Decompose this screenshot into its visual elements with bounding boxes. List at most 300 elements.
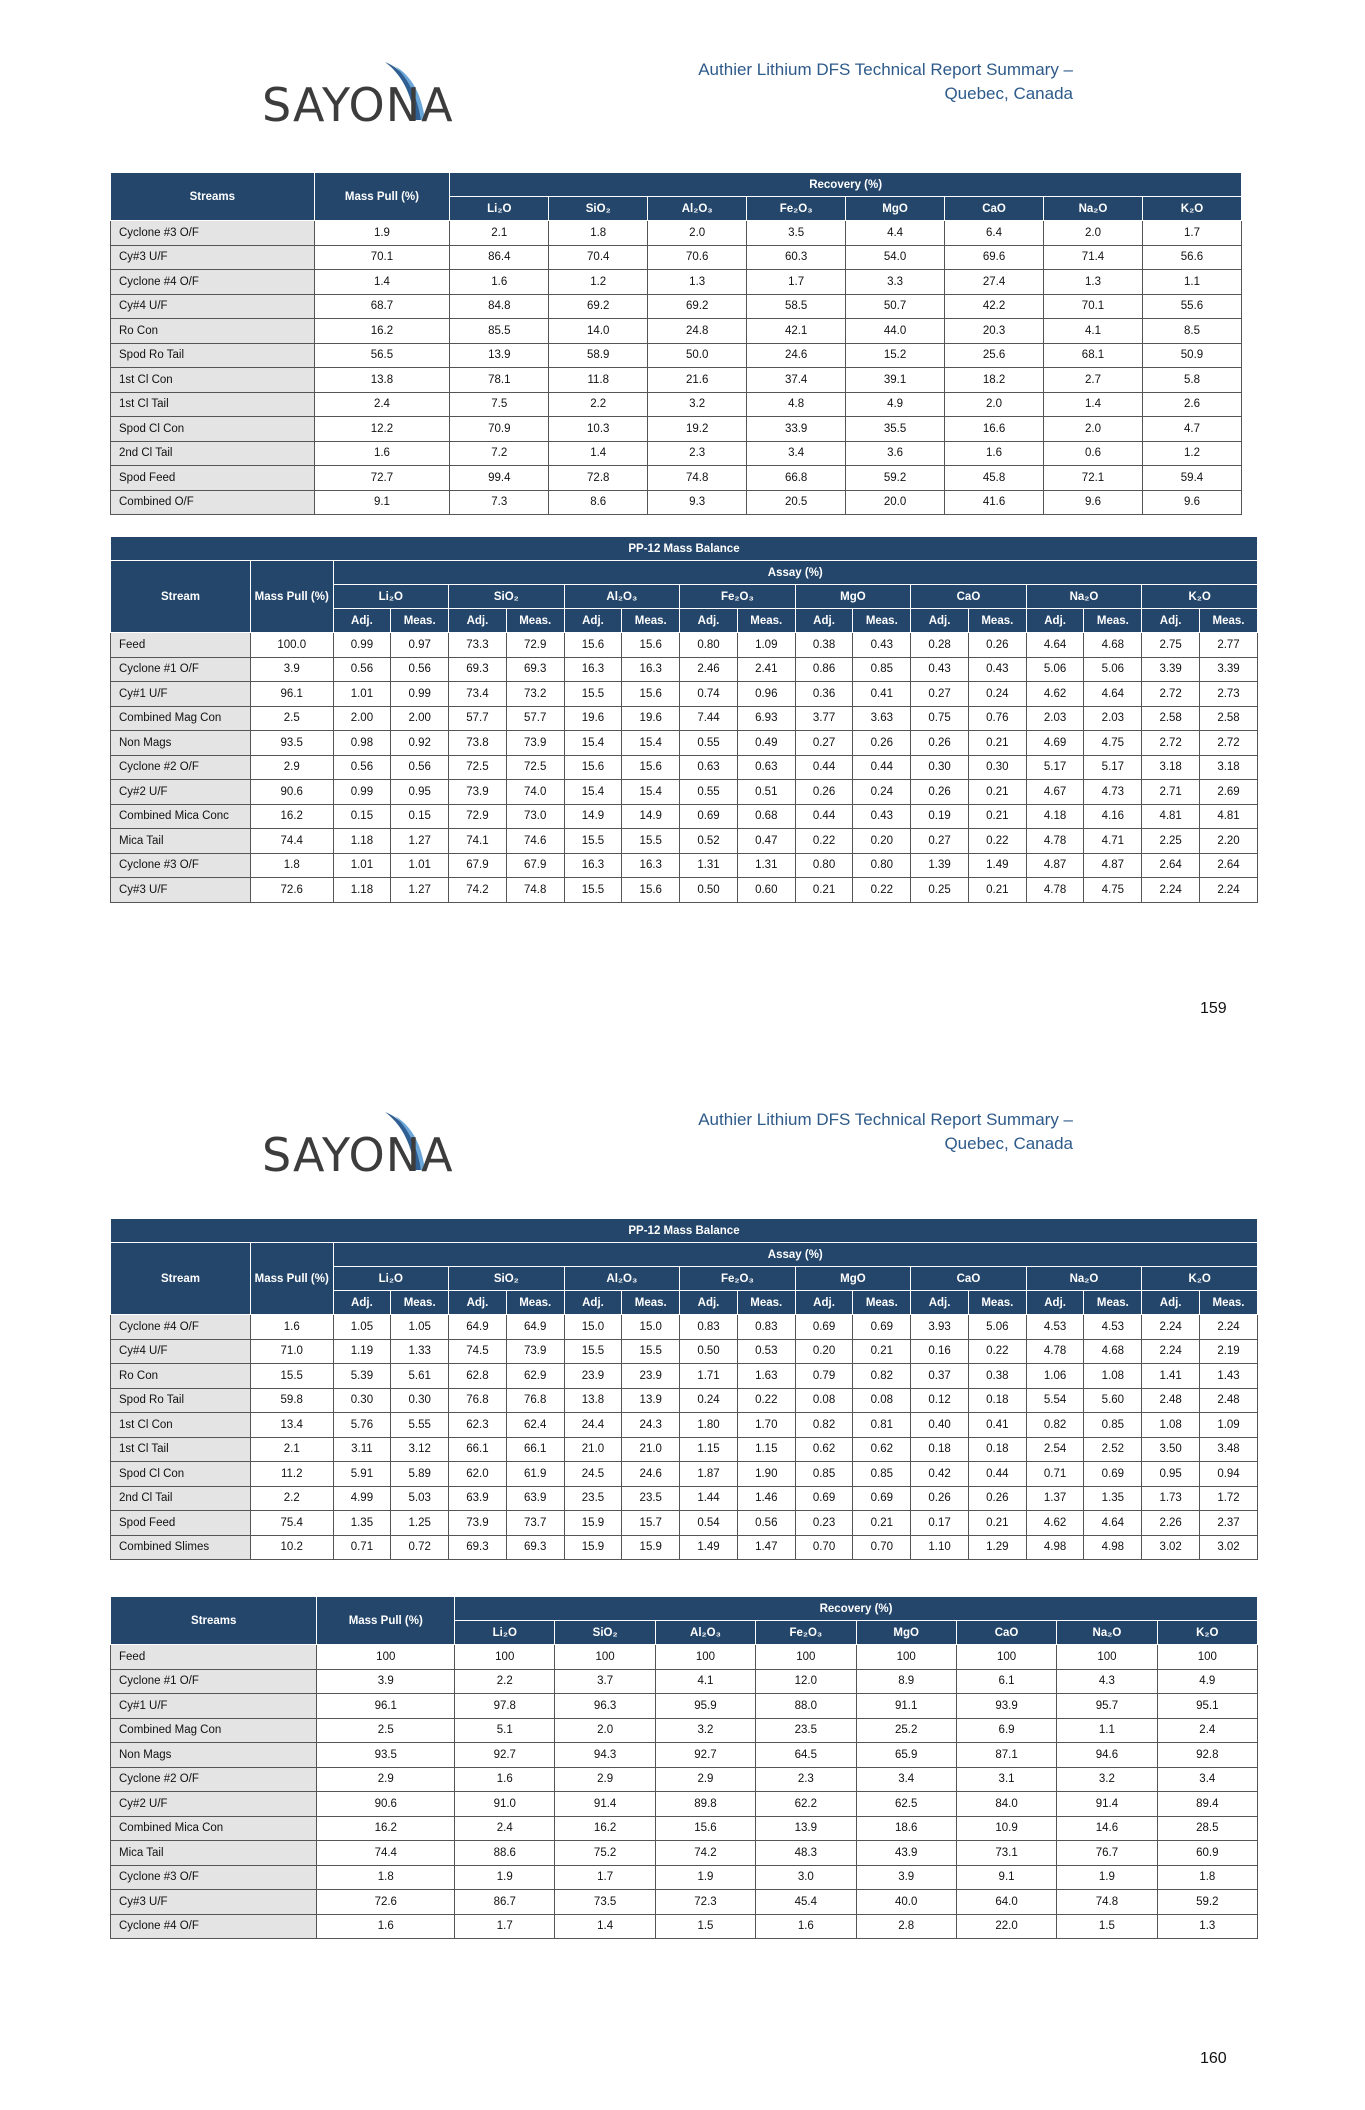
table-cell: 0.44: [795, 755, 853, 780]
table-cell: 0.22: [737, 1388, 795, 1413]
row-label: Combined Slimes: [111, 1535, 251, 1560]
table-cell: 5.91: [333, 1462, 391, 1487]
col-header-stream: Stream: [111, 1243, 251, 1315]
table-cell: 5.03: [391, 1486, 449, 1511]
table-cell: 66.1: [506, 1437, 564, 1462]
col-header-meas: Meas.: [1084, 1291, 1142, 1315]
page-159: [0, 0, 1365, 1050]
table-cell: 0.56: [737, 1511, 795, 1536]
col-header-stream: Streams: [111, 1597, 317, 1645]
table-cell: 4.71: [1084, 829, 1142, 854]
row-label: Cy#4 U/F: [111, 294, 315, 319]
table-cell: 87.1: [956, 1743, 1056, 1768]
table-cell: 73.7: [506, 1511, 564, 1536]
table-cell: 23.9: [622, 1364, 680, 1389]
table-cell: 3.50: [1142, 1437, 1200, 1462]
table-cell: 1.6: [314, 441, 450, 466]
table-cell: 4.4: [846, 221, 945, 246]
col-header-element: SiO₂: [449, 1267, 565, 1291]
table-cell: 91.1: [856, 1694, 956, 1719]
table-cell: 3.48: [1200, 1437, 1258, 1462]
table-cell: 19.6: [564, 706, 622, 731]
col-header-element: K₂O: [1142, 197, 1241, 221]
row-label: Cy#3 U/F: [111, 245, 315, 270]
header-row: [111, 537, 1258, 561]
table-row: [111, 853, 1258, 878]
table-cell: 1.18: [333, 829, 391, 854]
table-cell: 0.99: [333, 633, 391, 658]
table-cell: 0.53: [737, 1339, 795, 1364]
table-cell: 4.73: [1084, 780, 1142, 805]
table-cell: 2.72: [1142, 682, 1200, 707]
table-cell: 13.9: [450, 343, 549, 368]
table-cell: 3.1: [956, 1767, 1056, 1792]
table-row: [111, 1767, 1258, 1792]
table-cell: 1.9: [314, 221, 450, 246]
table-cell: 0.36: [795, 682, 853, 707]
table-cell: 5.39: [333, 1364, 391, 1389]
col-header-meas: Meas.: [853, 1291, 911, 1315]
table-cell: 1.09: [737, 633, 795, 658]
table-cell: 20.5: [747, 490, 846, 515]
table-cell: 2.5: [317, 1718, 455, 1743]
table-row: [111, 294, 1242, 319]
table-cell: 74.8: [648, 466, 747, 491]
table-cell: 24.6: [622, 1462, 680, 1487]
table-row: [111, 1535, 1258, 1560]
row-label: Cy#1 U/F: [111, 682, 251, 707]
col-header-element: K₂O: [1157, 1621, 1257, 1645]
table-cell: 0.20: [853, 829, 911, 854]
table-cell: 0.22: [968, 1339, 1026, 1364]
table-cell: 100: [1157, 1645, 1257, 1670]
table-cell: 1.15: [737, 1437, 795, 1462]
table-cell: 1.2: [549, 270, 648, 295]
table-cell: 3.3: [846, 270, 945, 295]
group-header-recovery: Recovery (%): [455, 1597, 1258, 1621]
table-cell: 73.9: [506, 1339, 564, 1364]
table-cell: 2.20: [1200, 829, 1258, 854]
table-cell: 10.9: [956, 1816, 1056, 1841]
table-cell: 9.3: [648, 490, 747, 515]
col-header-meas: Meas.: [506, 1291, 564, 1315]
table-cell: 89.4: [1157, 1792, 1257, 1817]
table-cell: 59.2: [1157, 1890, 1257, 1915]
table-cell: 73.4: [449, 682, 507, 707]
table-cell: 2.77: [1200, 633, 1258, 658]
table-cell: 0.69: [853, 1315, 911, 1340]
table-cell: 4.53: [1084, 1315, 1142, 1340]
table-cell: 0.21: [968, 1511, 1026, 1536]
table-cell: 1.35: [1084, 1486, 1142, 1511]
table-cell: 2.48: [1142, 1388, 1200, 1413]
table-cell: 4.87: [1084, 853, 1142, 878]
table-cell: 2.19: [1200, 1339, 1258, 1364]
table-cell: 2.24: [1142, 878, 1200, 903]
table-cell: 0.22: [968, 829, 1026, 854]
sayona-logo: [262, 58, 454, 132]
table-cell: 7.2: [450, 441, 549, 466]
table-cell: 70.1: [1044, 294, 1143, 319]
table-cell: 4.62: [1026, 682, 1084, 707]
table-cell: 18.2: [945, 368, 1044, 393]
table-cell: 0.21: [853, 1511, 911, 1536]
table-cell: 15.6: [622, 633, 680, 658]
table-cell: 16.3: [622, 657, 680, 682]
table-cell: 1.8: [317, 1865, 455, 1890]
table-cell: 100: [555, 1645, 655, 1670]
col-header-adj: Adj.: [564, 609, 622, 633]
row-label: Non Mags: [111, 1743, 317, 1768]
table-cell: 18.6: [856, 1816, 956, 1841]
col-header-meas: Meas.: [391, 609, 449, 633]
col-header-element: Na₂O: [1026, 1267, 1142, 1291]
table-cell: 62.0: [449, 1462, 507, 1487]
table-cell: 74.8: [506, 878, 564, 903]
table-cell: 62.8: [449, 1364, 507, 1389]
table-cell: 23.5: [622, 1486, 680, 1511]
table-cell: 2.0: [1044, 221, 1143, 246]
row-label: Cyclone #1 O/F: [111, 1669, 317, 1694]
table-cell: 2.3: [648, 441, 747, 466]
table-cell: 0.99: [333, 780, 391, 805]
table-cell: 1.06: [1026, 1364, 1084, 1389]
table-cell: 3.39: [1200, 657, 1258, 682]
col-header-element: CaO: [945, 197, 1044, 221]
col-header-element: Na₂O: [1044, 197, 1143, 221]
table-cell: 4.87: [1026, 853, 1084, 878]
table-cell: 4.64: [1084, 682, 1142, 707]
table-cell: 0.82: [1026, 1413, 1084, 1438]
table-cell: 3.0: [756, 1865, 856, 1890]
table-cell: 2.9: [555, 1767, 655, 1792]
table-cell: 74.8: [1057, 1890, 1157, 1915]
table-cell: 8.5: [1142, 319, 1241, 344]
table-cell: 15.4: [564, 780, 622, 805]
table-cell: 73.5: [555, 1890, 655, 1915]
table-cell: 42.1: [747, 319, 846, 344]
table-cell: 0.42: [911, 1462, 969, 1487]
table-cell: 75.4: [250, 1511, 333, 1536]
col-header-meas: Meas.: [622, 609, 680, 633]
table-cell: 2.64: [1142, 853, 1200, 878]
row-label: Combined Mica Con: [111, 1816, 317, 1841]
table-cell: 40.0: [856, 1890, 956, 1915]
table-cell: 0.18: [911, 1437, 969, 1462]
table-cell: 0.85: [853, 1462, 911, 1487]
table-cell: 70.9: [450, 417, 549, 442]
table-cell: 24.4: [564, 1413, 622, 1438]
table-cell: 88.6: [455, 1841, 555, 1866]
table-cell: 16.2: [250, 804, 333, 829]
table-row: [111, 657, 1258, 682]
table-cell: 8.9: [856, 1669, 956, 1694]
table-cell: 7.3: [450, 490, 549, 515]
table-cell: 14.6: [1057, 1816, 1157, 1841]
table-cell: 0.26: [795, 780, 853, 805]
table-cell: 1.73: [1142, 1486, 1200, 1511]
table-cell: 0.80: [853, 853, 911, 878]
table-title: PP-12 Mass Balance: [111, 537, 1258, 561]
table-row: [111, 1462, 1258, 1487]
table-cell: 69.2: [648, 294, 747, 319]
row-label: Cyclone #3 O/F: [111, 853, 251, 878]
table-cell: 50.0: [648, 343, 747, 368]
table-cell: 15.0: [564, 1315, 622, 1340]
group-header-assay: Assay (%): [333, 561, 1257, 585]
table-cell: 2.0: [648, 221, 747, 246]
table-cell: 75.2: [555, 1841, 655, 1866]
table-cell: 4.3: [1057, 1669, 1157, 1694]
table-cell: 2.24: [1200, 878, 1258, 903]
table-cell: 72.9: [506, 633, 564, 658]
table-cell: 43.9: [856, 1841, 956, 1866]
table-cell: 15.9: [564, 1535, 622, 1560]
table-cell: 0.71: [1026, 1462, 1084, 1487]
table-cell: 1.90: [737, 1462, 795, 1487]
table-cell: 5.06: [1084, 657, 1142, 682]
table-cell: 84.8: [450, 294, 549, 319]
table-cell: 15.5: [250, 1364, 333, 1389]
table-cell: 15.6: [622, 682, 680, 707]
row-label: Cy#2 U/F: [111, 780, 251, 805]
table-cell: 6.9: [956, 1718, 1056, 1743]
table-cell: 1.2: [1142, 441, 1241, 466]
table-cell: 13.8: [564, 1388, 622, 1413]
table-cell: 0.21: [968, 780, 1026, 805]
table-cell: 0.99: [391, 682, 449, 707]
row-label: Combined O/F: [111, 490, 315, 515]
recovery-table-2: [110, 1596, 1258, 1939]
table-cell: 24.6: [747, 343, 846, 368]
group-header-assay: Assay (%): [333, 1243, 1257, 1267]
table-cell: 2.73: [1200, 682, 1258, 707]
table-cell: 92.7: [455, 1743, 555, 1768]
table-cell: 5.55: [391, 1413, 449, 1438]
table-cell: 4.1: [1044, 319, 1143, 344]
table-cell: 58.9: [549, 343, 648, 368]
table-title: PP-12 Mass Balance: [111, 1219, 1258, 1243]
table-cell: 5.76: [333, 1413, 391, 1438]
table-cell: 33.9: [747, 417, 846, 442]
table-cell: 96.1: [250, 682, 333, 707]
table-cell: 16.6: [945, 417, 1044, 442]
table-cell: 57.7: [449, 706, 507, 731]
table-cell: 0.95: [391, 780, 449, 805]
table-cell: 0.85: [1084, 1413, 1142, 1438]
report-title-line2: Quebec, Canada: [944, 84, 1073, 103]
table-cell: 45.4: [756, 1890, 856, 1915]
table-cell: 74.0: [506, 780, 564, 805]
table-cell: 4.16: [1084, 804, 1142, 829]
table-cell: 13.9: [622, 1388, 680, 1413]
table-cell: 0.70: [795, 1535, 853, 1560]
table-cell: 73.3: [449, 633, 507, 658]
table-cell: 4.99: [333, 1486, 391, 1511]
table-cell: 4.68: [1084, 633, 1142, 658]
table-cell: 3.7: [555, 1669, 655, 1694]
table-cell: 5.60: [1084, 1388, 1142, 1413]
row-label: 1st Cl Con: [111, 1413, 251, 1438]
table-cell: 1.3: [1157, 1914, 1257, 1939]
table-row: [111, 1669, 1258, 1694]
table-cell: 0.18: [968, 1388, 1026, 1413]
table-row: [111, 1339, 1258, 1364]
table-cell: 100: [856, 1645, 956, 1670]
table-cell: 99.4: [450, 466, 549, 491]
table-cell: 85.5: [450, 319, 549, 344]
col-header-adj: Adj.: [1142, 609, 1200, 633]
table-cell: 5.1: [455, 1718, 555, 1743]
table-cell: 4.62: [1026, 1511, 1084, 1536]
table-cell: 2.2: [455, 1669, 555, 1694]
table-cell: 0.82: [853, 1364, 911, 1389]
table-cell: 16.2: [314, 319, 450, 344]
table-cell: 0.23: [795, 1511, 853, 1536]
table-cell: 0.69: [795, 1486, 853, 1511]
table-cell: 74.4: [250, 829, 333, 854]
table-cell: 1.4: [1044, 392, 1143, 417]
table-cell: 100: [655, 1645, 755, 1670]
table-cell: 1.01: [333, 682, 391, 707]
table-cell: 15.5: [564, 829, 622, 854]
col-header-element: Na₂O: [1026, 585, 1142, 609]
table-cell: 76.8: [449, 1388, 507, 1413]
row-label: 2nd Cl Tail: [111, 441, 315, 466]
table-row: [111, 270, 1242, 295]
table-cell: 4.98: [1084, 1535, 1142, 1560]
col-header-element: Li₂O: [333, 1267, 449, 1291]
table-cell: 24.3: [622, 1413, 680, 1438]
table-cell: 0.12: [911, 1388, 969, 1413]
table-cell: 0.16: [911, 1339, 969, 1364]
table-cell: 2.00: [333, 706, 391, 731]
row-label: 1st Cl Tail: [111, 392, 315, 417]
row-label: Non Mags: [111, 731, 251, 756]
col-header-adj: Adj.: [1026, 1291, 1084, 1315]
table-cell: 4.9: [1157, 1669, 1257, 1694]
col-header-element: Li₂O: [450, 197, 549, 221]
table-cell: 1.01: [391, 853, 449, 878]
table-cell: 14.9: [564, 804, 622, 829]
table-cell: 64.5: [756, 1743, 856, 1768]
table-cell: 1.1: [1057, 1718, 1157, 1743]
table-cell: 2.2: [250, 1486, 333, 1511]
table-cell: 1.72: [1200, 1486, 1258, 1511]
table-cell: 1.29: [968, 1535, 1026, 1560]
row-label: Feed: [111, 633, 251, 658]
table-cell: 72.5: [506, 755, 564, 780]
table-cell: 0.86: [795, 657, 853, 682]
col-header-adj: Adj.: [911, 1291, 969, 1315]
table-cell: 1.80: [680, 1413, 738, 1438]
row-label: Spod Cl Con: [111, 1462, 251, 1487]
table-cell: 0.63: [680, 755, 738, 780]
table-row: [111, 1486, 1258, 1511]
table-cell: 2.72: [1142, 731, 1200, 756]
table-cell: 2.0: [945, 392, 1044, 417]
col-header-element: CaO: [911, 585, 1027, 609]
table-cell: 15.7: [622, 1511, 680, 1536]
table-cell: 23.9: [564, 1364, 622, 1389]
table-cell: 15.6: [622, 878, 680, 903]
table-cell: 4.67: [1026, 780, 1084, 805]
table-cell: 15.2: [846, 343, 945, 368]
table-cell: 23.5: [564, 1486, 622, 1511]
table-cell: 42.2: [945, 294, 1044, 319]
table-row: [111, 829, 1258, 854]
row-label: Spod Cl Con: [111, 417, 315, 442]
table-cell: 4.7: [1142, 417, 1241, 442]
table-cell: 2.75: [1142, 633, 1200, 658]
table-row: [111, 245, 1242, 270]
table-cell: 56.5: [314, 343, 450, 368]
table-cell: 1.27: [391, 829, 449, 854]
table-cell: 2.37: [1200, 1511, 1258, 1536]
header-row: [111, 173, 1242, 197]
table-row: [111, 319, 1242, 344]
table-cell: 0.44: [853, 755, 911, 780]
table-row: [111, 755, 1258, 780]
table-cell: 69.3: [449, 657, 507, 682]
table-cell: 69.3: [506, 1535, 564, 1560]
table-cell: 59.8: [250, 1388, 333, 1413]
table-cell: 1.15: [680, 1437, 738, 1462]
table-cell: 93.9: [956, 1694, 1056, 1719]
table-cell: 1.87: [680, 1462, 738, 1487]
col-header-element: Fe₂O₃: [680, 1267, 796, 1291]
table-cell: 2.52: [1084, 1437, 1142, 1462]
table-cell: 0.20: [795, 1339, 853, 1364]
table-row: [111, 706, 1258, 731]
logo-wordmark: SAYONA: [262, 78, 454, 132]
row-label: 2nd Cl Tail: [111, 1486, 251, 1511]
table-cell: 69.6: [945, 245, 1044, 270]
table-cell: 0.21: [968, 804, 1026, 829]
table-cell: 15.6: [564, 633, 622, 658]
header-row: [111, 561, 1258, 585]
table-cell: 5.89: [391, 1462, 449, 1487]
col-header-meas: Meas.: [968, 609, 1026, 633]
table-cell: 3.93: [911, 1315, 969, 1340]
col-header-meas: Meas.: [506, 609, 564, 633]
table-cell: 0.50: [680, 1339, 738, 1364]
table-cell: 3.9: [250, 657, 333, 682]
table-cell: 16.3: [564, 853, 622, 878]
table-cell: 3.02: [1200, 1535, 1258, 1560]
table-cell: 1.6: [317, 1914, 455, 1939]
table-cell: 96.3: [555, 1694, 655, 1719]
col-header-stream: Stream: [111, 561, 251, 633]
table-cell: 0.71: [333, 1535, 391, 1560]
row-label: Spod Feed: [111, 466, 315, 491]
table-cell: 1.10: [911, 1535, 969, 1560]
table-cell: 1.4: [555, 1914, 655, 1939]
col-header-element: Al₂O₃: [655, 1621, 755, 1645]
table-cell: 1.08: [1084, 1364, 1142, 1389]
table-cell: 4.69: [1026, 731, 1084, 756]
table-cell: 2.24: [1142, 1339, 1200, 1364]
table-cell: 1.01: [333, 853, 391, 878]
table-cell: 1.7: [747, 270, 846, 295]
table-cell: 15.6: [655, 1816, 755, 1841]
table-cell: 0.69: [1084, 1462, 1142, 1487]
col-header-meas: Meas.: [1084, 609, 1142, 633]
table-cell: 1.9: [455, 1865, 555, 1890]
table-cell: 0.68: [737, 804, 795, 829]
table-cell: 59.2: [846, 466, 945, 491]
table-cell: 1.25: [391, 1511, 449, 1536]
